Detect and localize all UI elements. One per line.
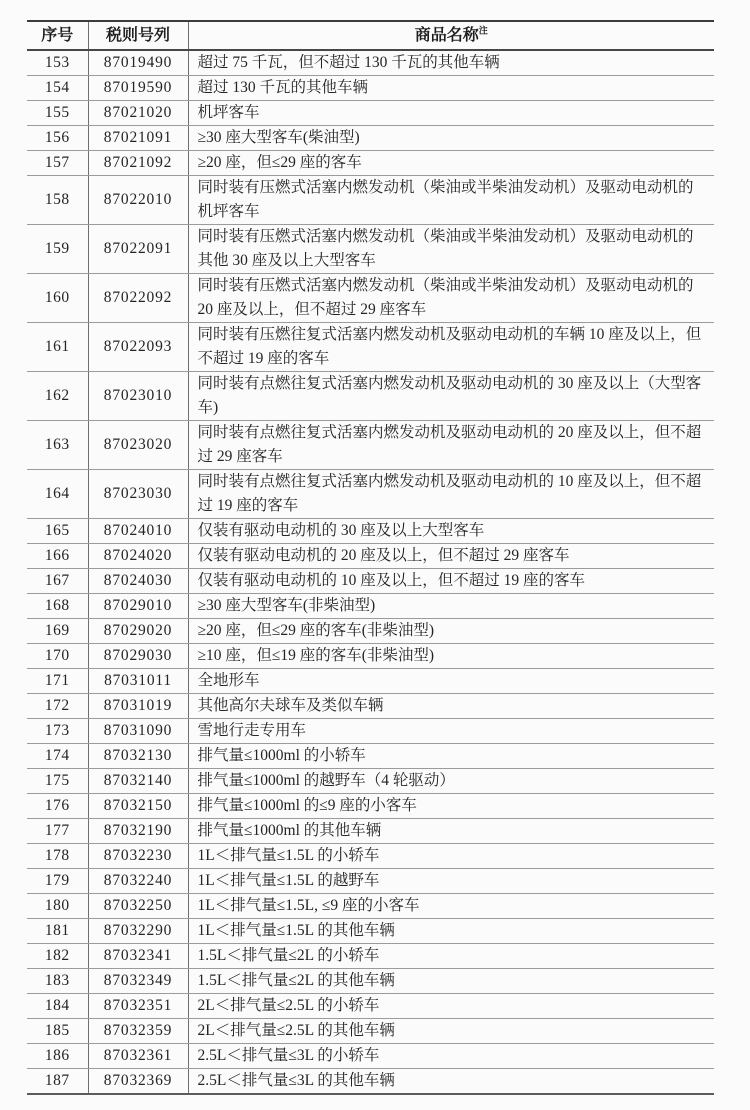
table-row <box>27 919 714 944</box>
product-name-cell: 机坪客车 <box>188 101 714 126</box>
serial-cell: 159 <box>27 225 88 274</box>
serial-cell: 158 <box>27 176 88 225</box>
tariff-code-cell: 87032240 <box>88 869 188 894</box>
product-name-cell: ≥10 座，但≤19 座的客车(非柴油型) <box>188 644 714 669</box>
table-row <box>27 644 714 669</box>
table-row <box>27 769 714 794</box>
serial-cell: 185 <box>27 1019 88 1044</box>
tariff-code-cell: 87032361 <box>88 1044 188 1069</box>
serial-cell: 187 <box>27 1069 88 1095</box>
tariff-table <box>27 20 714 1095</box>
serial-cell: 183 <box>27 969 88 994</box>
product-name-cell: 1L＜排气量≤1.5L 的越野车 <box>188 869 714 894</box>
serial-cell: 170 <box>27 644 88 669</box>
table-row <box>27 969 714 994</box>
serial-cell: 167 <box>27 569 88 594</box>
header-tariff-code: 税则号列 <box>88 21 188 50</box>
product-name-cell: 仅装有驱动电动机的 20 座及以上，但不超过 29 座客车 <box>188 544 714 569</box>
serial-cell: 157 <box>27 151 88 176</box>
serial-cell: 176 <box>27 794 88 819</box>
serial-cell: 163 <box>27 421 88 470</box>
tariff-code-cell: 87029010 <box>88 594 188 619</box>
tariff-code-cell: 87022091 <box>88 225 188 274</box>
table-row <box>27 76 714 101</box>
product-name-cell: 同时装有点燃往复式活塞内燃发动机及驱动电动机的 30 座及以上（大型客车) <box>188 372 714 421</box>
serial-cell: 182 <box>27 944 88 969</box>
product-name-cell: 仅装有驱动电动机的 30 座及以上大型客车 <box>188 519 714 544</box>
product-name-cell: 雪地行走专用车 <box>188 719 714 744</box>
table-row <box>27 1019 714 1044</box>
product-name-cell: 全地形车 <box>188 669 714 694</box>
table-row <box>27 544 714 569</box>
serial-cell: 160 <box>27 274 88 323</box>
serial-cell: 161 <box>27 323 88 372</box>
product-name-cell: 1.5L＜排气量≤2L 的小轿车 <box>188 944 714 969</box>
table-row <box>27 519 714 544</box>
serial-cell: 175 <box>27 769 88 794</box>
table-row <box>27 372 714 421</box>
header-serial: 序号 <box>27 21 88 50</box>
tariff-code-cell: 87024030 <box>88 569 188 594</box>
product-name-cell: 仅装有驱动电动机的 10 座及以上，但不超过 19 座的客车 <box>188 569 714 594</box>
tariff-code-cell: 87019590 <box>88 76 188 101</box>
serial-cell: 169 <box>27 619 88 644</box>
serial-cell: 154 <box>27 76 88 101</box>
serial-cell: 172 <box>27 694 88 719</box>
table-row <box>27 669 714 694</box>
tariff-code-cell: 87032290 <box>88 919 188 944</box>
tariff-code-cell: 87029020 <box>88 619 188 644</box>
product-name-cell: 2.5L＜排气量≤3L 的小轿车 <box>188 1044 714 1069</box>
product-name-cell: ≥30 座大型客车(非柴油型) <box>188 594 714 619</box>
serial-cell: 184 <box>27 994 88 1019</box>
serial-cell: 177 <box>27 819 88 844</box>
product-name-cell: 1L＜排气量≤1.5L, ≤9 座的小客车 <box>188 894 714 919</box>
product-name-cell: ≥20 座，但≤29 座的客车 <box>188 151 714 176</box>
product-name-cell: 2.5L＜排气量≤3L 的其他车辆 <box>188 1069 714 1095</box>
tariff-code-cell: 87031019 <box>88 694 188 719</box>
tariff-code-cell: 87021020 <box>88 101 188 126</box>
product-name-cell: 2L＜排气量≤2.5L 的小轿车 <box>188 994 714 1019</box>
serial-cell: 171 <box>27 669 88 694</box>
tariff-code-cell: 87021092 <box>88 151 188 176</box>
product-name-cell: 超过 130 千瓦的其他车辆 <box>188 76 714 101</box>
product-name-cell: 同时装有压燃式活塞内燃发动机（柴油或半柴油发动机）及驱动电动机的 20 座及以上，但不超过 29 座客车 <box>188 274 714 323</box>
serial-cell: 156 <box>27 126 88 151</box>
tariff-code-cell: 87022010 <box>88 176 188 225</box>
serial-cell: 165 <box>27 519 88 544</box>
product-name-cell: ≥20 座，但≤29 座的客车(非柴油型) <box>188 619 714 644</box>
tariff-code-cell: 87032230 <box>88 844 188 869</box>
header-product-name <box>188 21 714 50</box>
table-row <box>27 844 714 869</box>
tariff-code-cell: 87032250 <box>88 894 188 919</box>
table-body <box>27 50 714 1094</box>
tariff-code-cell: 87023010 <box>88 372 188 421</box>
table-row <box>27 794 714 819</box>
table-row <box>27 421 714 470</box>
product-name-cell: 同时装有压燃往复式活塞内燃发动机及驱动电动机的车辆 10 座及以上，但不超过 19 座的客车 <box>188 323 714 372</box>
serial-cell: 180 <box>27 894 88 919</box>
tariff-code-cell: 87031090 <box>88 719 188 744</box>
tariff-code-cell: 87032369 <box>88 1069 188 1095</box>
product-name-cell: 同时装有压燃式活塞内燃发动机（柴油或半柴油发动机）及驱动电动机的机坪客车 <box>188 176 714 225</box>
table-row <box>27 274 714 323</box>
serial-cell: 179 <box>27 869 88 894</box>
product-name-cell: 排气量≤1000ml 的越野车（4 轮驱动） <box>188 769 714 794</box>
table-row <box>27 719 714 744</box>
table-row <box>27 894 714 919</box>
serial-cell: 181 <box>27 919 88 944</box>
table-row <box>27 994 714 1019</box>
tariff-code-cell: 87032349 <box>88 969 188 994</box>
table-row <box>27 151 714 176</box>
product-name-cell: 同时装有压燃式活塞内燃发动机（柴油或半柴油发动机）及驱动电动机的其他 30 座及以上大型客车 <box>188 225 714 274</box>
header-row <box>27 21 714 50</box>
product-name-cell: 同时装有点燃往复式活塞内燃发动机及驱动电动机的 10 座及以上，但不超过 19 座的客车 <box>188 470 714 519</box>
table-row <box>27 869 714 894</box>
serial-cell: 153 <box>27 50 88 76</box>
tariff-code-cell: 87032130 <box>88 744 188 769</box>
tariff-code-cell: 87022092 <box>88 274 188 323</box>
product-name-cell: 2L＜排气量≤2.5L 的其他车辆 <box>188 1019 714 1044</box>
header-product-name-label: 商品名称 <box>414 27 479 44</box>
table-row <box>27 619 714 644</box>
tariff-code-cell: 87029030 <box>88 644 188 669</box>
serial-cell: 162 <box>27 372 88 421</box>
tariff-code-cell: 87021091 <box>88 126 188 151</box>
table-row <box>27 594 714 619</box>
product-name-cell: 1L＜排气量≤1.5L 的其他车辆 <box>188 919 714 944</box>
serial-cell: 178 <box>27 844 88 869</box>
table-row <box>27 569 714 594</box>
table-row <box>27 323 714 372</box>
serial-cell: 155 <box>27 101 88 126</box>
table-row <box>27 470 714 519</box>
table-row <box>27 1044 714 1069</box>
serial-cell: 173 <box>27 719 88 744</box>
tariff-code-cell: 87022093 <box>88 323 188 372</box>
table-row <box>27 744 714 769</box>
serial-cell: 166 <box>27 544 88 569</box>
serial-cell: 164 <box>27 470 88 519</box>
tariff-code-cell: 87031011 <box>88 669 188 694</box>
product-name-cell: 1L＜排气量≤1.5L 的小轿车 <box>188 844 714 869</box>
table-row <box>27 126 714 151</box>
header-note-superscript: 注 <box>478 25 488 36</box>
tariff-code-cell: 87032341 <box>88 944 188 969</box>
product-name-cell: 1.5L＜排气量≤2L 的其他车辆 <box>188 969 714 994</box>
table-row <box>27 176 714 225</box>
product-name-cell: 超过 75 千瓦，但不超过 130 千瓦的其他车辆 <box>188 50 714 76</box>
tariff-code-cell: 87032359 <box>88 1019 188 1044</box>
tariff-code-cell: 87023030 <box>88 470 188 519</box>
serial-cell: 174 <box>27 744 88 769</box>
product-name-cell: 同时装有点燃往复式活塞内燃发动机及驱动电动机的 20 座及以上，但不超过 29 座客车 <box>188 421 714 470</box>
product-name-cell: 排气量≤1000ml 的≤9 座的小客车 <box>188 794 714 819</box>
table-row <box>27 819 714 844</box>
table-row <box>27 50 714 76</box>
table-row <box>27 694 714 719</box>
tariff-code-cell: 87023020 <box>88 421 188 470</box>
table-row <box>27 1069 714 1095</box>
tariff-code-cell: 87032190 <box>88 819 188 844</box>
tariff-code-cell: 87019490 <box>88 50 188 76</box>
product-name-cell: 排气量≤1000ml 的小轿车 <box>188 744 714 769</box>
serial-cell: 186 <box>27 1044 88 1069</box>
table-row <box>27 101 714 126</box>
product-name-cell: 排气量≤1000ml 的其他车辆 <box>188 819 714 844</box>
serial-cell: 168 <box>27 594 88 619</box>
tariff-code-cell: 87032351 <box>88 994 188 1019</box>
tariff-code-cell: 87024010 <box>88 519 188 544</box>
product-name-cell: 其他高尔夫球车及类似车辆 <box>188 694 714 719</box>
tariff-code-cell: 87024020 <box>88 544 188 569</box>
tariff-code-cell: 87032150 <box>88 794 188 819</box>
table-row <box>27 225 714 274</box>
table-row <box>27 944 714 969</box>
product-name-cell: ≥30 座大型客车(柴油型) <box>188 126 714 151</box>
tariff-code-cell: 87032140 <box>88 769 188 794</box>
